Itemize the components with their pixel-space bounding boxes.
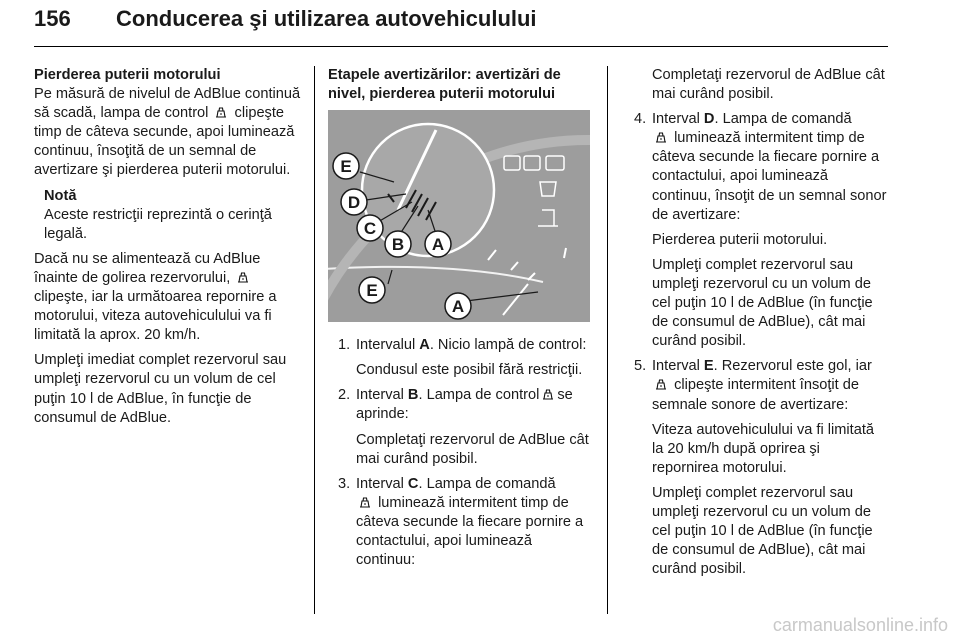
item-number: 2. <box>338 387 351 404</box>
adblue-warning-lamp-icon <box>541 388 555 400</box>
paragraph: Completaţi rezervorul de AdBlue cât mai curând posibil. <box>356 431 589 467</box>
note-text: Aceste restricţii reprezintă o cerinţă legală. <box>44 206 272 242</box>
item-number: 5. <box>634 358 647 375</box>
list-item <box>624 110 888 351</box>
adblue-warning-lamp-icon <box>236 271 250 283</box>
paragraph <box>34 250 304 345</box>
text: se aprinde: <box>356 387 573 423</box>
note-box <box>44 187 304 244</box>
column-left <box>34 66 304 434</box>
section-heading: Etapele avertizărilor: avertizări de nivel, pierderea puterii motorului <box>328 67 561 103</box>
callout-label-c: C <box>363 219 377 239</box>
text: clipeşte, iar la următoarea repornire a motorului, viteza autovehiculului va fi limitată la aprox. 20 km/h. <box>34 289 277 344</box>
callout-label-b: B <box>391 235 405 255</box>
adblue-warning-lamp-icon <box>214 106 228 118</box>
list-item <box>328 386 594 468</box>
text: clipeşte intermitent însoţit de semnale sonore de avertizare: <box>652 377 860 413</box>
watermark: carmanualsonline.info <box>772 615 948 635</box>
header-rule <box>34 46 888 47</box>
callout-label-e: E <box>340 157 352 177</box>
interval-letter: D <box>703 111 715 128</box>
text: . Lampa de control <box>418 387 540 404</box>
adblue-warning-lamp-icon <box>654 131 668 143</box>
paragraph: Umpleţi complet rezervorul sau umpleţi rezervorul cu un volum de cel puţin 10 l de AdBlue (în funcţie de consumul de AdBlue), cât mai curând posibil. <box>652 256 873 350</box>
text: Dacă nu se alimentează cu AdBlue înainte de golirea rezervorului, <box>34 250 261 286</box>
column-middle <box>328 66 594 576</box>
text: luminează intermitent timp de câteva secunde la fiecare pornire a contactului, apoi luminează continuu, însoţit de un semnal sonor de avertizare: <box>652 130 887 223</box>
interval-letter: B <box>407 387 419 404</box>
text: Intervalul <box>356 337 416 354</box>
item-number: 3. <box>338 475 351 492</box>
page-header <box>34 6 888 40</box>
gauge-illustration <box>328 110 590 322</box>
paragraph: Condusul este posibil fără restricţii. <box>356 362 583 379</box>
section-heading: Pierderea puterii motorului <box>34 67 221 83</box>
callout-label-a: A <box>431 235 445 255</box>
text: . Lampa de comandă <box>714 111 852 128</box>
text: . Nicio lampă de control: <box>429 337 587 354</box>
adblue-warning-lamp-icon <box>654 378 668 390</box>
text: Pe măsură de nivelul de AdBlue continuă să scadă, lampa de control <box>34 86 301 122</box>
interval-letter: E <box>703 358 714 375</box>
item-number: 4. <box>634 111 647 128</box>
item-number: 1. <box>338 337 351 354</box>
paragraph: Completaţi rezervorul de AdBlue cât mai curând posibil. <box>652 67 885 103</box>
paragraph: Viteza autovehiculului va fi limitată la 20 km/h după oprirea şi repornirea motorului. <box>652 421 874 476</box>
text: . Rezervorul este gol, iar <box>713 358 872 375</box>
step-list <box>328 336 594 570</box>
text: Interval <box>356 475 404 492</box>
column-right <box>624 66 888 585</box>
text: luminează intermitent timp de câteva secunde la fiecare pornire a contactului, apoi luminează continuu: <box>356 494 584 569</box>
interval-letter: A <box>419 337 430 354</box>
callout-label-a: A <box>451 297 465 317</box>
text: Interval <box>356 387 404 404</box>
paragraph: Pierderea puterii motorului. <box>652 231 828 248</box>
paragraph: Umpleţi complet rezervorul sau umpleţi rezervorul cu un volum de cel puţin 10 l de AdBlue (în funcţie de consumul de AdBlue), cât mai curând posibil. <box>652 484 873 578</box>
callout-label-d: D <box>347 193 361 213</box>
paragraph: Umpleţi imediat complet rezervorul sau umpleţi rezervorul cu un volum de cel puţin 10 l de AdBlue, în funcţie de consumul de AdBlue. <box>34 352 287 426</box>
paragraph <box>34 85 304 180</box>
text: Interval <box>652 358 700 375</box>
list-item <box>624 357 888 579</box>
list-item <box>328 475 594 570</box>
callout-label-e: E <box>366 281 378 301</box>
page-title: Conducerea şi utilizarea autovehiculului <box>116 6 537 31</box>
column-divider <box>607 66 608 614</box>
column-divider <box>314 66 315 614</box>
page-number: 156 <box>34 6 71 31</box>
note-title: Notă <box>44 187 77 204</box>
text: clipeşte timp de câteva secunde, apoi luminează continuu, însoţită de un semnal de avertizare şi pierderea puterii motorului. <box>34 105 295 179</box>
text: . Lampa de comandă <box>418 475 556 492</box>
interval-letter: C <box>407 475 419 492</box>
text: Interval <box>652 111 700 128</box>
list-item <box>328 336 594 380</box>
step-list <box>624 110 888 579</box>
adblue-warning-lamp-icon <box>358 496 372 508</box>
